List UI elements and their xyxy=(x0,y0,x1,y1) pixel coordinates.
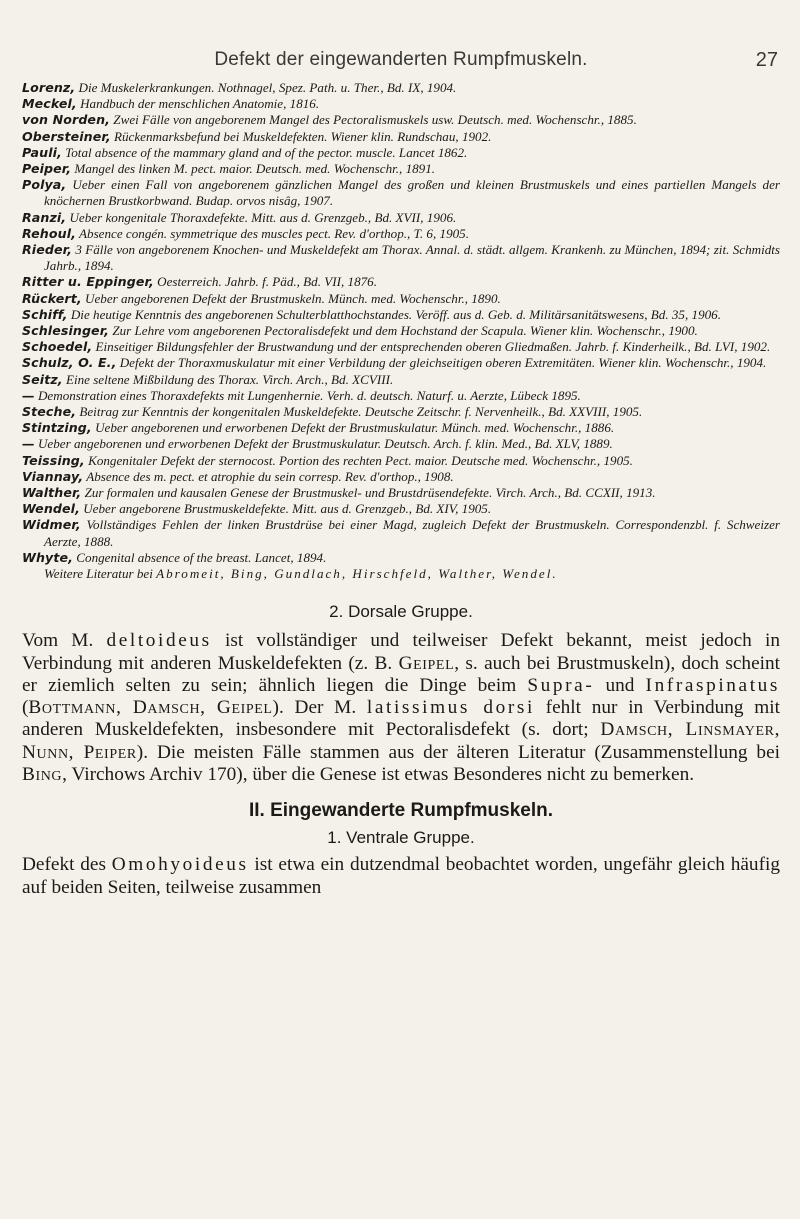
bibliography-entry xyxy=(22,145,780,161)
bibliography-entry xyxy=(22,485,780,501)
entry-author: Ritter u. Eppinger, xyxy=(22,274,154,290)
text-run: , s. auch bei Brustmuskeln), doch scheint er ziemlich selten zu sein; ähnlich liegen die Dinge beim xyxy=(22,652,780,696)
further-literature xyxy=(22,566,780,582)
entry-author: Pauli, xyxy=(22,144,62,160)
bibliography-entry xyxy=(22,96,780,112)
entry-author: Schoedel, xyxy=(22,339,93,355)
text-run: , Virchows Archiv 170), über die Genese ist etwas Besonderes nicht zu bemerken. xyxy=(62,764,695,786)
entry-author: Schulz, O. E., xyxy=(22,355,117,371)
page-header xyxy=(22,0,780,80)
entry-citation: Ueber kongenitale Thoraxdefekte. Mitt. aus d. Grenzgeb., Bd. XVII, 1906. xyxy=(66,209,457,225)
further-literature-names: Abromeit, Bing, Gundlach, Hirschfeld, Walther, Wendel xyxy=(156,566,553,582)
entry-author: Walther, xyxy=(22,485,82,501)
muscle-name-deltoideus: deltoideus xyxy=(106,630,212,652)
bibliography-entry xyxy=(22,469,780,485)
entry-citation: Ueber angeborenen und erworbenen Defekt der Brustmuskulatur. Deutsch. Arch. f. klin. Med., Bd. XLV, 1889. xyxy=(34,436,613,452)
author-reference: Bing xyxy=(22,764,63,786)
further-literature-prefix: Weitere Literatur bei xyxy=(44,566,157,582)
muscle-name-infraspinatus: Infraspinatus xyxy=(645,674,781,696)
entry-author: Lorenz, xyxy=(22,80,76,95)
part-heading: II. Eingewanderte Rumpfmuskeln. xyxy=(248,800,554,822)
author-reference: Geipel xyxy=(398,652,455,674)
text-run: ). Die meisten Fälle stammen aus der älteren Literatur (Zusammenstellung bei xyxy=(136,741,780,763)
bibliography-entry xyxy=(22,388,780,404)
entry-citation: Kongenitaler Defekt der sternocost. Portion des rechten Pect. maior. Deutsche med. Wochenschr., 1905. xyxy=(84,452,633,468)
bibliography-list xyxy=(22,80,780,566)
entry-author: Seitz, xyxy=(22,371,63,387)
entry-author: Rieder, xyxy=(22,242,72,258)
entry-citation: Absence des m. pect. et atrophie du sein corresp. Rev. d'orthop., 1908. xyxy=(83,468,454,484)
entry-citation: Oesterreich. Jahrb. f. Päd., Bd. VII, 1876. xyxy=(153,274,377,290)
text-run: Defekt des xyxy=(22,854,112,876)
entry-citation: Ueber angeborene Brustmuskeldefekte. Mitt. aus d. Grenzgeb., Bd. XIV, 1905. xyxy=(79,501,492,517)
bibliography-entry xyxy=(22,355,780,371)
entry-citation: Total absence of the mammary gland and of the pector. muscle. Lancet 1862. xyxy=(61,144,468,160)
text-run: ist vollständiger und teilweiser Defekt bekannt, meist jedoch in Verbindung mit anderen Muskeldefekten (z. B. xyxy=(22,630,781,674)
bibliography-entry xyxy=(22,501,780,517)
bibliography-entry xyxy=(22,112,780,128)
text-run: Vom M. xyxy=(22,630,107,652)
bibliography-entry xyxy=(22,420,780,436)
bibliography-entry xyxy=(22,323,780,339)
entry-citation: Die Muskelerkrankungen. Nothnagel, Spez. Path. u. Ther., Bd. IX, 1904. xyxy=(75,80,457,95)
entry-citation: Rückenmarksbefund bei Muskeldefekten. Wiener klin. Rundschau, 1902. xyxy=(110,128,492,144)
entry-author: Rückert, xyxy=(22,290,82,306)
entry-author: Peiper, xyxy=(22,161,72,177)
entry-author: von Norden, xyxy=(22,112,111,128)
entry-citation: Zwei Fälle von angeborenem Mangel des Pectoralismuskels usw. Deutsch. med. Wochenschr., 1885. xyxy=(110,112,637,128)
bibliography-entry xyxy=(22,550,780,566)
entry-citation: Absence congén. symmetrique des muscles pect. Rev. d'orthop., T. 6, 1905. xyxy=(76,225,469,241)
entry-author: Obersteiner, xyxy=(22,128,111,144)
entry-citation: Ueber einen Fall von angeborenem gänzlichen Mangel des großen und kleinen Brustmuskels und eines partiellen Mangels der knöchernen Brustkorbwand. Budap. orvos nisâg, 1907. xyxy=(44,177,780,209)
text-run: und xyxy=(594,674,646,696)
entry-author: Whyte, xyxy=(22,549,74,565)
entry-author: Schiff, xyxy=(22,306,68,322)
bibliography-entry xyxy=(22,161,780,177)
entry-citation: Die heutige Kenntnis des angeborenen Schulterblatthochstandes. Veröff. aus d. Geb. d. Militärsanitätswesens, Bd. 35, 1906. xyxy=(67,306,721,322)
entry-citation: Defekt der Thoraxmuskulatur mit einer Verbildung der gleichseitigen oberen Extremitäten. Wiener klin. Wochenschr., 1904. xyxy=(116,355,767,371)
entry-citation: 3 Fälle von angeborenem Knochen- und Muskeldefekt am Thorax. Annal. d. städt. allgem. Krankenh. zu München, 1894; zit. Schmidts Jahrb., 1894. xyxy=(44,242,780,274)
bibliography-entry xyxy=(22,372,780,388)
bibliography-entry xyxy=(22,436,780,452)
bibliography-entry xyxy=(22,242,780,274)
bibliography-entry xyxy=(22,177,780,209)
muscle-name-omohyoideus: Omohyoideus xyxy=(111,854,249,876)
entry-author: Widmer, xyxy=(22,517,81,533)
entry-author: Meckel, xyxy=(22,96,77,112)
bibliography-entry xyxy=(22,274,780,290)
entry-citation: Mangel des linken M. pect. maior. Deutsch. med. Wochenschr., 1891. xyxy=(71,161,436,177)
further-literature-suffix: . xyxy=(552,566,556,582)
entry-citation: Einseitiger Bildungsfehler der Brustwandung und der entsprechenden oberen Gliedmaßen. Jahrb. f. Kinderheilk., Bd. LVI, 1902. xyxy=(92,339,771,355)
bibliography-entry xyxy=(22,453,780,469)
entry-author: Viannay, xyxy=(22,468,84,484)
entry-citation: Demonstration eines Thoraxdefekts mit Lungenhernie. Verh. d. deutsch. Naturf. u. Aerzte, Lübeck 1895. xyxy=(34,387,581,403)
entry-author: Teissing, xyxy=(22,452,85,468)
bibliography-entry xyxy=(22,129,780,145)
entry-author: Ranzi, xyxy=(22,209,67,225)
entry-author: — xyxy=(22,387,35,403)
book-page xyxy=(22,0,780,899)
entry-author: Rehoul, xyxy=(22,225,76,241)
entry-citation: Zur formalen und kausalen Genese der Brustmuskel- und Brustdrüsendefekte. Virch. Arch., Bd. CCXII, 1913. xyxy=(81,485,656,501)
entry-citation: Eine seltene Mißbildung des Thorax. Virch. Arch., Bd. XCVIII. xyxy=(62,371,394,387)
entry-citation: Vollständiges Fehlen der linken Brustdrüse bei einer Magd, zugleich Defekt der Brustmuskeln. Correspondenzbl. f. Schweizer Aerzte, 1888. xyxy=(44,517,780,549)
muscle-name-latissimus: latissimus dorsi xyxy=(366,697,535,719)
page-number: 27 xyxy=(755,49,778,71)
entry-author: Steche, xyxy=(22,404,77,420)
bibliography-entry xyxy=(22,517,780,549)
bibliography-entry xyxy=(22,291,780,307)
paragraph-ventral xyxy=(22,854,780,899)
bibliography-entry xyxy=(22,210,780,226)
paragraph-dorsal xyxy=(22,630,780,786)
entry-citation: Congenital absence of the breast. Lancet, 1894. xyxy=(73,549,327,565)
entry-author: Wendel, xyxy=(22,501,80,517)
entry-author: — xyxy=(22,436,35,452)
entry-citation: Zur Lehre vom angeborenen Pectoralisdefekt und dem Hochstand der Scapula. Wiener klin. Wochenschr., 1900. xyxy=(109,323,698,339)
text-run: ist etwa ein dutzendmal beobachtet worden, ungefähr gleich häufig auf beiden Seiten, teilweise zusammen xyxy=(22,854,780,898)
running-title: Defekt der eingewanderten Rumpfmuskeln. xyxy=(214,49,588,70)
entry-author: Polya, xyxy=(22,177,67,193)
group-heading-ventral: 1. Ventrale Gruppe. xyxy=(327,828,475,848)
text-run: fehlt nur in Verbindung mit anderen Muskeldefekten, insbesondere mit Pectoralisdefekt (s. dort; xyxy=(22,697,781,741)
entry-citation: Ueber angeborenen Defekt der Brustmuskeln. Münch. med. Wochenschr., 1890. xyxy=(81,290,501,306)
bibliography-entry xyxy=(22,339,780,355)
section-heading-dorsal: 2. Dorsale Gruppe. xyxy=(329,602,473,622)
entry-author: Stintzing, xyxy=(22,420,92,436)
text-run: ( xyxy=(22,697,29,719)
muscle-name-supra: Supra- xyxy=(527,674,595,696)
entry-citation: Handbuch der menschlichen Anatomie, 1816. xyxy=(76,96,320,112)
text-run: ). Der M. xyxy=(272,697,367,719)
author-references: Bottmann, Damsch, Geipel xyxy=(28,697,273,719)
bibliography-entry xyxy=(22,404,780,420)
author-references: Damsch, Linsmayer, Nunn, Peiper xyxy=(22,719,780,763)
bibliography-entry xyxy=(22,226,780,242)
bibliography-entry xyxy=(22,80,780,96)
entry-author: Schlesinger, xyxy=(22,323,110,339)
entry-citation: Ueber angeborenen und erworbenen Defekt der Brustmuskulatur. Münch. med. Wochenschr., 1886. xyxy=(91,420,615,436)
entry-citation: Beitrag zur Kenntnis der kongenitalen Muskeldefekte. Deutsche Zeitschr. f. Nervenheilk., Bd. XXVIII, 1905. xyxy=(76,404,643,420)
bibliography-entry xyxy=(22,307,780,323)
